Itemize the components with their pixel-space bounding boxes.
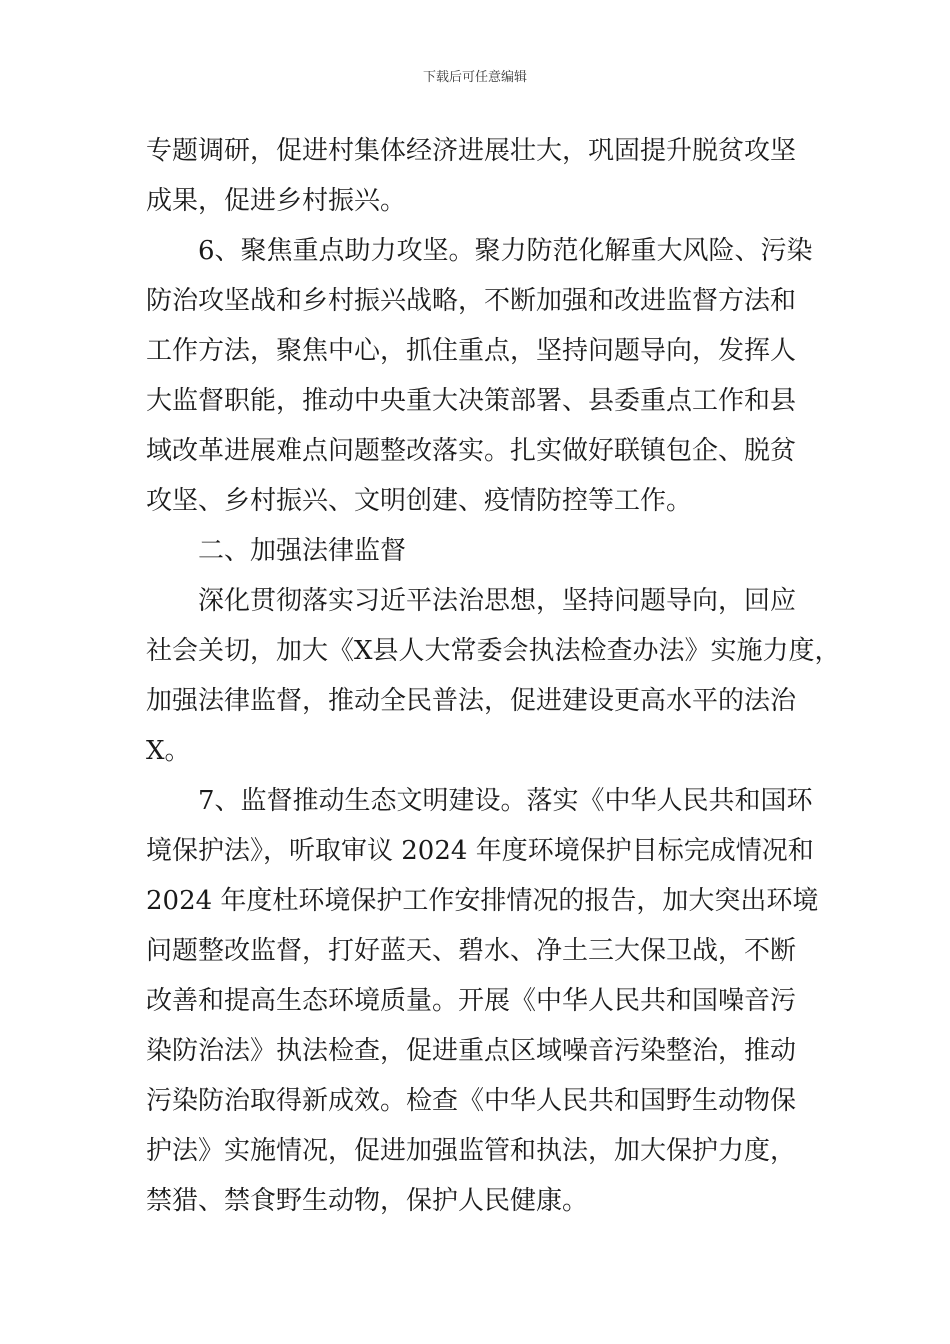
- text-line: 工作方法，聚焦中心，抓住重点，坚持问题导向，发挥人: [146, 336, 797, 366]
- text-line: 境保护法》，听取审议 2024 年度环境保护目标完成情况和: [146, 836, 814, 866]
- text-line: 护法》实施情况，促进加强监管和执法，加大保护力度，: [146, 1136, 797, 1166]
- paragraph-start: 深化贯彻落实习近平法治思想，坚持问题导向，回应: [198, 586, 797, 616]
- paragraph-start: 7、监督推动生态文明建设。落实《中华人民共和国环: [198, 786, 813, 816]
- page-header: 下载后可任意编辑: [422, 70, 527, 85]
- text-line: 成果，促进乡村振兴。: [146, 186, 407, 216]
- paragraph-start: 6、聚焦重点助力攻坚。聚力防范化解重大风险、污染: [198, 236, 813, 266]
- text-line: 禁猎、禁食野生动物，保护人民健康。: [146, 1186, 589, 1216]
- text-line: 专题调研，促进村集体经济进展壮大，巩固提升脱贫攻坚: [146, 136, 797, 166]
- text-line: 防治攻坚战和乡村振兴战略，不断加强和改进监督方法和: [146, 286, 797, 316]
- text-line: 大监督职能，推动中央重大决策部署、县委重点工作和县: [146, 386, 797, 416]
- text-line: 攻坚、乡村振兴、文明创建、疫情防控等工作。: [146, 486, 693, 516]
- text-line: 2024 年度杜环境保护工作安排情况的报告，加大突出环境: [146, 886, 819, 916]
- text-line: X。: [146, 736, 191, 766]
- text-line: 社会关切，加大《X县人大常委会执法检查办法》实施力度，: [146, 636, 841, 666]
- section-heading: 二、加强法律监督: [198, 536, 407, 566]
- text-line: 问题整改监督，打好蓝天、碧水、净土三大保卫战，不断: [146, 936, 797, 966]
- document-body: [146, 126, 841, 1226]
- text-line: 污染防治取得新成效。检查《中华人民共和国野生动物保: [146, 1086, 797, 1116]
- text-line: 域改革进展难点问题整改落实。扎实做好联镇包企、脱贫: [146, 436, 797, 466]
- text-line: 改善和提高生态环境质量。开展《中华人民共和国噪音污: [146, 986, 797, 1016]
- text-line: 加强法律监督，推动全民普法，促进建设更高水平的法治: [146, 686, 797, 716]
- text-line: 染防治法》执法检查，促进重点区域噪音污染整治，推动: [146, 1036, 797, 1066]
